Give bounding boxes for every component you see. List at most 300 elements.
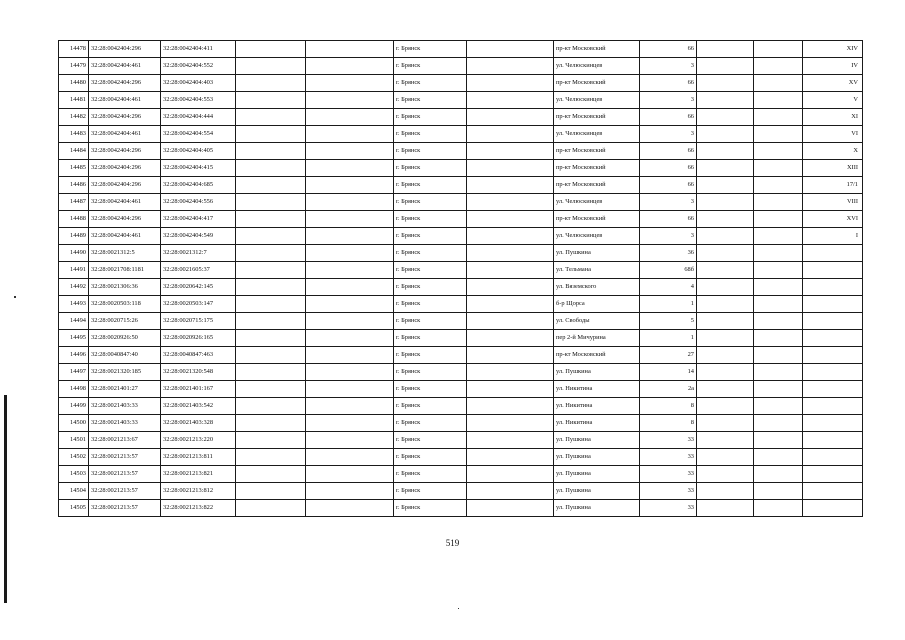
house-cell: 33 bbox=[640, 432, 697, 449]
table-row bbox=[59, 483, 863, 500]
house-cell: 66 bbox=[640, 143, 697, 160]
empty-cell bbox=[697, 415, 754, 432]
unit-cell: IV bbox=[803, 58, 863, 75]
empty-cell bbox=[754, 330, 803, 347]
street-cell: пр-кт Московский bbox=[554, 347, 640, 364]
table-row bbox=[59, 296, 863, 313]
scan-speck bbox=[458, 608, 459, 609]
empty-cell bbox=[754, 364, 803, 381]
unit-cell bbox=[803, 279, 863, 296]
cadastral-number-1: 32:28:0021213:57 bbox=[89, 500, 161, 517]
table-row bbox=[59, 415, 863, 432]
street-cell: ул. Тельмана bbox=[554, 262, 640, 279]
row-number: 14485 bbox=[59, 160, 89, 177]
unit-cell bbox=[803, 381, 863, 398]
empty-cell bbox=[754, 313, 803, 330]
empty-cell bbox=[236, 143, 306, 160]
empty-cell bbox=[697, 92, 754, 109]
street-cell: ул. Пушкина bbox=[554, 483, 640, 500]
empty-cell bbox=[236, 432, 306, 449]
table-body bbox=[59, 41, 863, 517]
house-cell: 3 bbox=[640, 92, 697, 109]
unit-cell bbox=[803, 313, 863, 330]
empty-cell bbox=[697, 126, 754, 143]
empty-cell bbox=[236, 415, 306, 432]
city-cell: г. Брянск bbox=[394, 177, 467, 194]
cadastral-number-2: 32:28:0042404:556 bbox=[161, 194, 236, 211]
empty-cell bbox=[306, 398, 394, 415]
row-number: 14503 bbox=[59, 466, 89, 483]
empty-cell bbox=[236, 245, 306, 262]
cadastral-number-1: 32:28:0020503:118 bbox=[89, 296, 161, 313]
table-row bbox=[59, 381, 863, 398]
cadastral-number-2: 32:28:0021213:220 bbox=[161, 432, 236, 449]
cadastral-number-2: 32:28:0042404:553 bbox=[161, 92, 236, 109]
empty-cell bbox=[754, 75, 803, 92]
street-cell: ул. Никитина bbox=[554, 415, 640, 432]
empty-cell bbox=[236, 347, 306, 364]
empty-cell bbox=[467, 92, 554, 109]
house-cell: 3 bbox=[640, 58, 697, 75]
unit-cell bbox=[803, 245, 863, 262]
row-number: 14502 bbox=[59, 449, 89, 466]
empty-cell bbox=[236, 296, 306, 313]
empty-cell bbox=[697, 58, 754, 75]
empty-cell bbox=[306, 109, 394, 126]
empty-cell bbox=[467, 330, 554, 347]
unit-cell: V bbox=[803, 92, 863, 109]
empty-cell bbox=[697, 330, 754, 347]
empty-cell bbox=[697, 381, 754, 398]
cadastral-number-2: 32:28:0021605:37 bbox=[161, 262, 236, 279]
city-cell: г. Брянск bbox=[394, 279, 467, 296]
cadastral-number-1: 32:28:0042404:296 bbox=[89, 211, 161, 228]
cadastral-number-1: 32:28:0042404:296 bbox=[89, 109, 161, 126]
empty-cell bbox=[236, 75, 306, 92]
house-cell: 66 bbox=[640, 109, 697, 126]
registry-table bbox=[58, 40, 863, 517]
empty-cell bbox=[754, 449, 803, 466]
unit-cell: XV bbox=[803, 75, 863, 92]
cadastral-number-2: 32:28:0042404:411 bbox=[161, 41, 236, 58]
city-cell: г. Брянск bbox=[394, 313, 467, 330]
empty-cell bbox=[236, 279, 306, 296]
empty-cell bbox=[467, 245, 554, 262]
unit-cell: VI bbox=[803, 126, 863, 143]
cadastral-number-1: 32:28:0042404:461 bbox=[89, 92, 161, 109]
city-cell: г. Брянск bbox=[394, 75, 467, 92]
empty-cell bbox=[236, 466, 306, 483]
empty-cell bbox=[306, 330, 394, 347]
unit-cell bbox=[803, 364, 863, 381]
street-cell: пр-кт Московский bbox=[554, 75, 640, 92]
unit-cell: XIII bbox=[803, 160, 863, 177]
city-cell: г. Брянск bbox=[394, 483, 467, 500]
city-cell: г. Брянск bbox=[394, 500, 467, 517]
cadastral-number-1: 32:28:0021403:33 bbox=[89, 398, 161, 415]
street-cell: ул. Никитина bbox=[554, 398, 640, 415]
house-cell: 3 bbox=[640, 194, 697, 211]
street-cell: ул. Свободы bbox=[554, 313, 640, 330]
table-row bbox=[59, 228, 863, 245]
street-cell: пер 2-й Мичурина bbox=[554, 330, 640, 347]
empty-cell bbox=[697, 177, 754, 194]
empty-cell bbox=[306, 262, 394, 279]
house-cell: 4 bbox=[640, 279, 697, 296]
empty-cell bbox=[697, 364, 754, 381]
house-cell: 3 bbox=[640, 126, 697, 143]
cadastral-number-2: 32:28:0042404:554 bbox=[161, 126, 236, 143]
scan-speck bbox=[14, 296, 16, 298]
cadastral-number-1: 32:28:0042404:461 bbox=[89, 126, 161, 143]
empty-cell bbox=[754, 245, 803, 262]
house-cell: 33 bbox=[640, 500, 697, 517]
empty-cell bbox=[754, 211, 803, 228]
cadastral-number-1: 32:28:0040847:40 bbox=[89, 347, 161, 364]
unit-cell: VIII bbox=[803, 194, 863, 211]
unit-cell bbox=[803, 483, 863, 500]
empty-cell bbox=[697, 160, 754, 177]
empty-cell bbox=[467, 500, 554, 517]
cadastral-number-1: 32:28:0021213:67 bbox=[89, 432, 161, 449]
unit-cell bbox=[803, 500, 863, 517]
empty-cell bbox=[754, 483, 803, 500]
street-cell: ул. Челюскинцев bbox=[554, 58, 640, 75]
empty-cell bbox=[306, 177, 394, 194]
row-number: 14504 bbox=[59, 483, 89, 500]
empty-cell bbox=[467, 483, 554, 500]
empty-cell bbox=[306, 449, 394, 466]
empty-cell bbox=[754, 58, 803, 75]
empty-cell bbox=[697, 432, 754, 449]
cadastral-number-1: 32:28:0020715:26 bbox=[89, 313, 161, 330]
empty-cell bbox=[754, 279, 803, 296]
empty-cell bbox=[306, 75, 394, 92]
empty-cell bbox=[306, 483, 394, 500]
row-number: 14494 bbox=[59, 313, 89, 330]
row-number: 14484 bbox=[59, 143, 89, 160]
house-cell: 3 bbox=[640, 228, 697, 245]
empty-cell bbox=[467, 364, 554, 381]
cadastral-number-2: 32:28:0042404:403 bbox=[161, 75, 236, 92]
table-row bbox=[59, 330, 863, 347]
cadastral-number-2: 32:28:0021213:821 bbox=[161, 466, 236, 483]
row-number: 14489 bbox=[59, 228, 89, 245]
empty-cell bbox=[467, 177, 554, 194]
empty-cell bbox=[697, 211, 754, 228]
empty-cell bbox=[754, 415, 803, 432]
empty-cell bbox=[306, 466, 394, 483]
empty-cell bbox=[754, 194, 803, 211]
empty-cell bbox=[754, 347, 803, 364]
cadastral-number-2: 32:28:0021213:822 bbox=[161, 500, 236, 517]
city-cell: г. Брянск bbox=[394, 330, 467, 347]
table-row bbox=[59, 245, 863, 262]
street-cell: ул. Челюскинцев bbox=[554, 228, 640, 245]
cadastral-number-2: 32:28:0042404:549 bbox=[161, 228, 236, 245]
cadastral-number-2: 32:28:0021403:328 bbox=[161, 415, 236, 432]
cadastral-number-2: 32:28:0021401:167 bbox=[161, 381, 236, 398]
cadastral-number-1: 32:28:0021306:36 bbox=[89, 279, 161, 296]
empty-cell bbox=[236, 381, 306, 398]
table-row bbox=[59, 432, 863, 449]
empty-cell bbox=[467, 313, 554, 330]
unit-cell bbox=[803, 330, 863, 347]
cadastral-number-1: 32:28:0021401:27 bbox=[89, 381, 161, 398]
street-cell: ул. Пушкина bbox=[554, 466, 640, 483]
unit-cell: X bbox=[803, 143, 863, 160]
empty-cell bbox=[467, 160, 554, 177]
empty-cell bbox=[697, 483, 754, 500]
empty-cell bbox=[697, 194, 754, 211]
empty-cell bbox=[467, 194, 554, 211]
empty-cell bbox=[306, 415, 394, 432]
unit-cell: XVI bbox=[803, 211, 863, 228]
row-number: 14496 bbox=[59, 347, 89, 364]
cadastral-number-1: 32:28:0042404:296 bbox=[89, 41, 161, 58]
table-row bbox=[59, 398, 863, 415]
empty-cell bbox=[467, 109, 554, 126]
cadastral-number-2: 32:28:0020503:147 bbox=[161, 296, 236, 313]
row-number: 14478 bbox=[59, 41, 89, 58]
cadastral-number-2: 32:28:0042404:417 bbox=[161, 211, 236, 228]
house-cell: 8 bbox=[640, 398, 697, 415]
table-row bbox=[59, 75, 863, 92]
table-row bbox=[59, 313, 863, 330]
empty-cell bbox=[754, 143, 803, 160]
city-cell: г. Брянск bbox=[394, 381, 467, 398]
city-cell: г. Брянск bbox=[394, 296, 467, 313]
street-cell: пр-кт Московский bbox=[554, 177, 640, 194]
empty-cell bbox=[236, 126, 306, 143]
row-number: 14480 bbox=[59, 75, 89, 92]
row-number: 14481 bbox=[59, 92, 89, 109]
city-cell: г. Брянск bbox=[394, 466, 467, 483]
empty-cell bbox=[236, 262, 306, 279]
empty-cell bbox=[467, 279, 554, 296]
house-cell: 66 bbox=[640, 41, 697, 58]
table-row bbox=[59, 194, 863, 211]
empty-cell bbox=[754, 262, 803, 279]
empty-cell bbox=[697, 245, 754, 262]
empty-cell bbox=[754, 381, 803, 398]
table-row bbox=[59, 160, 863, 177]
empty-cell bbox=[697, 75, 754, 92]
unit-cell bbox=[803, 415, 863, 432]
row-number: 14498 bbox=[59, 381, 89, 398]
empty-cell bbox=[467, 58, 554, 75]
table-row bbox=[59, 211, 863, 228]
cadastral-number-1: 32:28:0042404:461 bbox=[89, 228, 161, 245]
house-cell: 66 bbox=[640, 160, 697, 177]
empty-cell bbox=[754, 41, 803, 58]
empty-cell bbox=[306, 41, 394, 58]
street-cell: пр-кт Московский bbox=[554, 143, 640, 160]
street-cell: ул. Пушкина bbox=[554, 432, 640, 449]
house-cell: 27 bbox=[640, 347, 697, 364]
empty-cell bbox=[697, 262, 754, 279]
table-row bbox=[59, 262, 863, 279]
empty-cell bbox=[467, 262, 554, 279]
empty-cell bbox=[306, 194, 394, 211]
empty-cell bbox=[697, 143, 754, 160]
street-cell: пр-кт Московский bbox=[554, 41, 640, 58]
city-cell: г. Брянск bbox=[394, 449, 467, 466]
unit-cell: XIV bbox=[803, 41, 863, 58]
cadastral-number-2: 32:28:0020642:145 bbox=[161, 279, 236, 296]
empty-cell bbox=[306, 500, 394, 517]
cadastral-number-1: 32:28:0042404:296 bbox=[89, 160, 161, 177]
empty-cell bbox=[306, 126, 394, 143]
empty-cell bbox=[697, 41, 754, 58]
empty-cell bbox=[306, 313, 394, 330]
empty-cell bbox=[467, 398, 554, 415]
unit-cell: 17/1 bbox=[803, 177, 863, 194]
cadastral-number-2: 32:28:0021320:548 bbox=[161, 364, 236, 381]
empty-cell bbox=[306, 347, 394, 364]
row-number: 14482 bbox=[59, 109, 89, 126]
row-number: 14505 bbox=[59, 500, 89, 517]
table-row bbox=[59, 364, 863, 381]
house-cell: 33 bbox=[640, 483, 697, 500]
empty-cell bbox=[306, 58, 394, 75]
table-row bbox=[59, 126, 863, 143]
cadastral-number-2: 32:28:0020715:175 bbox=[161, 313, 236, 330]
empty-cell bbox=[306, 432, 394, 449]
city-cell: г. Брянск bbox=[394, 92, 467, 109]
cadastral-number-1: 32:28:0021312:5 bbox=[89, 245, 161, 262]
row-number: 14486 bbox=[59, 177, 89, 194]
row-number: 14479 bbox=[59, 58, 89, 75]
empty-cell bbox=[754, 500, 803, 517]
cadastral-number-1: 32:28:0021213:57 bbox=[89, 483, 161, 500]
empty-cell bbox=[697, 449, 754, 466]
empty-cell bbox=[697, 109, 754, 126]
empty-cell bbox=[306, 381, 394, 398]
empty-cell bbox=[236, 177, 306, 194]
cadastral-number-2: 32:28:0040847:463 bbox=[161, 347, 236, 364]
cadastral-number-1: 32:28:0042404:296 bbox=[89, 75, 161, 92]
unit-cell bbox=[803, 398, 863, 415]
city-cell: г. Брянск bbox=[394, 109, 467, 126]
empty-cell bbox=[467, 347, 554, 364]
empty-cell bbox=[236, 58, 306, 75]
unit-cell bbox=[803, 262, 863, 279]
house-cell: 33 bbox=[640, 449, 697, 466]
cadastral-number-2: 32:28:0021312:7 bbox=[161, 245, 236, 262]
table-row bbox=[59, 449, 863, 466]
empty-cell bbox=[236, 483, 306, 500]
empty-cell bbox=[467, 126, 554, 143]
empty-cell bbox=[236, 92, 306, 109]
empty-cell bbox=[306, 143, 394, 160]
empty-cell bbox=[467, 432, 554, 449]
table-row bbox=[59, 279, 863, 296]
house-cell: 1 bbox=[640, 296, 697, 313]
empty-cell bbox=[697, 500, 754, 517]
street-cell: пр-кт Московский bbox=[554, 109, 640, 126]
house-cell: 14 bbox=[640, 364, 697, 381]
street-cell: ул. Пушкина bbox=[554, 500, 640, 517]
empty-cell bbox=[754, 109, 803, 126]
empty-cell bbox=[754, 160, 803, 177]
cadastral-number-2: 32:28:0042404:552 bbox=[161, 58, 236, 75]
street-cell: ул. Челюскинцев bbox=[554, 92, 640, 109]
row-number: 14499 bbox=[59, 398, 89, 415]
cadastral-number-2: 32:28:0042404:405 bbox=[161, 143, 236, 160]
row-number: 14487 bbox=[59, 194, 89, 211]
empty-cell bbox=[236, 194, 306, 211]
cadastral-number-2: 32:28:0021213:811 bbox=[161, 449, 236, 466]
empty-cell bbox=[697, 228, 754, 245]
empty-cell bbox=[236, 41, 306, 58]
cadastral-number-1: 32:28:0021403:33 bbox=[89, 415, 161, 432]
table-row bbox=[59, 347, 863, 364]
city-cell: г. Брянск bbox=[394, 41, 467, 58]
empty-cell bbox=[467, 466, 554, 483]
empty-cell bbox=[697, 347, 754, 364]
street-cell: б-р Щорса bbox=[554, 296, 640, 313]
empty-cell bbox=[306, 228, 394, 245]
row-number: 14492 bbox=[59, 279, 89, 296]
empty-cell bbox=[306, 92, 394, 109]
cadastral-number-1: 32:28:0021213:57 bbox=[89, 449, 161, 466]
cadastral-number-2: 32:28:0021213:812 bbox=[161, 483, 236, 500]
empty-cell bbox=[306, 245, 394, 262]
empty-cell bbox=[236, 398, 306, 415]
empty-cell bbox=[306, 211, 394, 228]
empty-cell bbox=[467, 211, 554, 228]
house-cell: 66 bbox=[640, 75, 697, 92]
row-number: 14491 bbox=[59, 262, 89, 279]
house-cell: 66 bbox=[640, 211, 697, 228]
unit-cell: XI bbox=[803, 109, 863, 126]
row-number: 14500 bbox=[59, 415, 89, 432]
empty-cell bbox=[306, 279, 394, 296]
house-cell: 2а bbox=[640, 381, 697, 398]
table-row bbox=[59, 466, 863, 483]
page-number: 519 bbox=[445, 538, 460, 548]
city-cell: г. Брянск bbox=[394, 262, 467, 279]
city-cell: г. Брянск bbox=[394, 126, 467, 143]
row-number: 14488 bbox=[59, 211, 89, 228]
empty-cell bbox=[467, 296, 554, 313]
city-cell: г. Брянск bbox=[394, 364, 467, 381]
row-number: 14497 bbox=[59, 364, 89, 381]
empty-cell bbox=[754, 228, 803, 245]
cadastral-number-1: 32:28:0042404:296 bbox=[89, 177, 161, 194]
cadastral-number-2: 32:28:0042404:444 bbox=[161, 109, 236, 126]
empty-cell bbox=[236, 211, 306, 228]
street-cell: ул. Челюскинцев bbox=[554, 126, 640, 143]
empty-cell bbox=[467, 381, 554, 398]
unit-cell bbox=[803, 296, 863, 313]
cadastral-number-1: 32:28:0042404:461 bbox=[89, 58, 161, 75]
empty-cell bbox=[467, 41, 554, 58]
city-cell: г. Брянск bbox=[394, 228, 467, 245]
row-number: 14495 bbox=[59, 330, 89, 347]
unit-cell: I bbox=[803, 228, 863, 245]
empty-cell bbox=[236, 228, 306, 245]
empty-cell bbox=[467, 75, 554, 92]
scan-edge-mark bbox=[4, 395, 7, 603]
cadastral-number-2: 32:28:0042404:685 bbox=[161, 177, 236, 194]
empty-cell bbox=[236, 109, 306, 126]
row-number: 14483 bbox=[59, 126, 89, 143]
city-cell: г. Брянск bbox=[394, 415, 467, 432]
empty-cell bbox=[236, 330, 306, 347]
city-cell: г. Брянск bbox=[394, 58, 467, 75]
